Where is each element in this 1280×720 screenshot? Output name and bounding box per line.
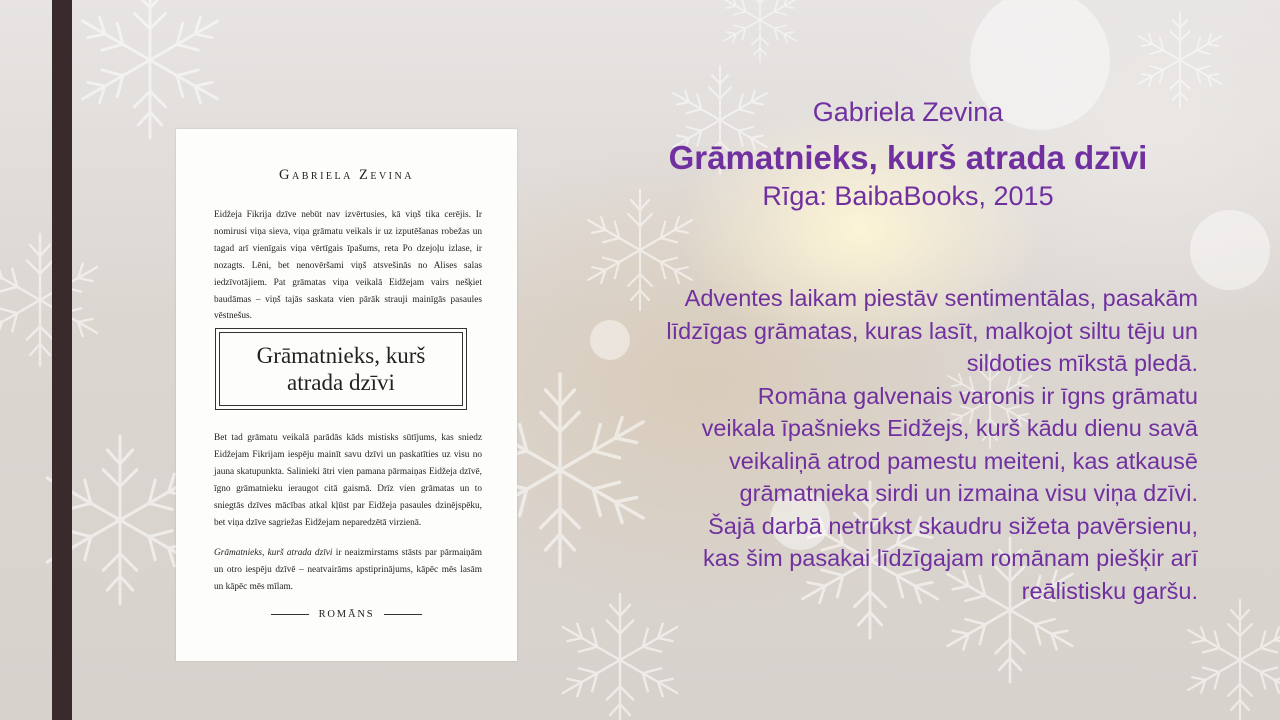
cover-blurb-bottom [214, 545, 482, 596]
cover-title-line-1: Grāmatnieks, kurš [256, 343, 426, 368]
cover-blurb-middle: Bet tad grāmatu veikalā parādās kāds mistisks sūtījums, kas sniedz Eidžejam Fikrijam iespēju mainīt savu dzīvi un paskatīties uz visu no jauna skatupunkta. Salinieki ātri vien pamana pārmaiņas Eidžeja dzīvē, īgno grāmatnieku ieraugot citā gaismā. Drīz vien grāmatas un to sniegtās dzīves mācības atkal kļūst par Eidžeja pasaules dzinējspēku, bet viņa dzīve sagriežas Eidžejam neparedzētā virzienā. [214, 433, 482, 528]
description [558, 282, 1198, 607]
cover-blurb-bottom-italic: Grāmatnieks, kurš atrada dzīvi [214, 548, 333, 558]
description-line: kas šim pasakai līdzīgajam romānam piešķir arī [703, 545, 1198, 571]
book-cover-image [176, 129, 517, 661]
cover-author: Gabriela Zevina [279, 167, 414, 183]
cover-title-line-2: atrada dzīvi [287, 370, 395, 395]
cover-rule-left [271, 614, 309, 615]
heading-author: Gabriela Zevina [812, 97, 1004, 127]
cover-blurb-top: Eidžeja Fikrija dzīve nebūt nav izvērtusies, kā viņš tika cerējis. Ir nomirusi viņa sieva, viņa grāmatu veikals ir uz izputēšanas robežas un tagad arī vienīgais viņa vērtīgais īpašums, reta Po dzejoļu izlase, ir nozagts. Lēni, bet nenovēršami viņš atsvešinās no Alises salas iedzīvotājiem. Pat grāmatas viņa veikalā Eidžejam vairs nešķiet baudāmas – viņš tajās saskata vien pārāk strauji mainīgās pasaules vēstnešus. [214, 210, 482, 322]
heading-publisher: Rīga: BaibaBooks, 2015 [762, 181, 1054, 211]
description-line: Adventes laikam piestāv sentimentālas, pasakām [684, 285, 1198, 311]
cover-footer [176, 609, 517, 620]
description-line: veikala īpašnieks Eidžejs, kurš kādu dienu savā [701, 415, 1198, 441]
left-accent-bar [52, 0, 72, 720]
cover-rule-right [384, 614, 422, 615]
cover-title [257, 342, 426, 396]
description-line: Romāna galvenais varonis ir īgns grāmatu [757, 382, 1198, 409]
cover-genre: ROMĀNS [318, 609, 375, 620]
description-line: sildoties mīkstā pledā. [966, 350, 1198, 376]
description-line: reālistisku garšu. [1021, 577, 1198, 604]
cover-blurb-bottom-rest: ir neaizmirstams stāsts par pārmaiņām un otro iespēju dzīvē – neatvairāms apstiprinājums, kāpēc mēs lasām un kāpēc mēs mīlam. [214, 548, 482, 592]
description-line: Šajā darbā netrūkst skaudru sižeta pavērsienu, [708, 512, 1198, 539]
description-line: grāmatnieka sirdi un izmaina visu viņa dzīvi. [739, 480, 1198, 506]
description-line: līdzīgas grāmatas, kuras lasīt, malkojot siltu tēju un [666, 317, 1198, 344]
cover-title-box [215, 328, 467, 410]
heading-book-title: Grāmatnieks, kurš atrada dzīvi [668, 139, 1148, 176]
description-line: veikaliņā atrod pamestu meiteni, kas atkausē [729, 447, 1198, 474]
